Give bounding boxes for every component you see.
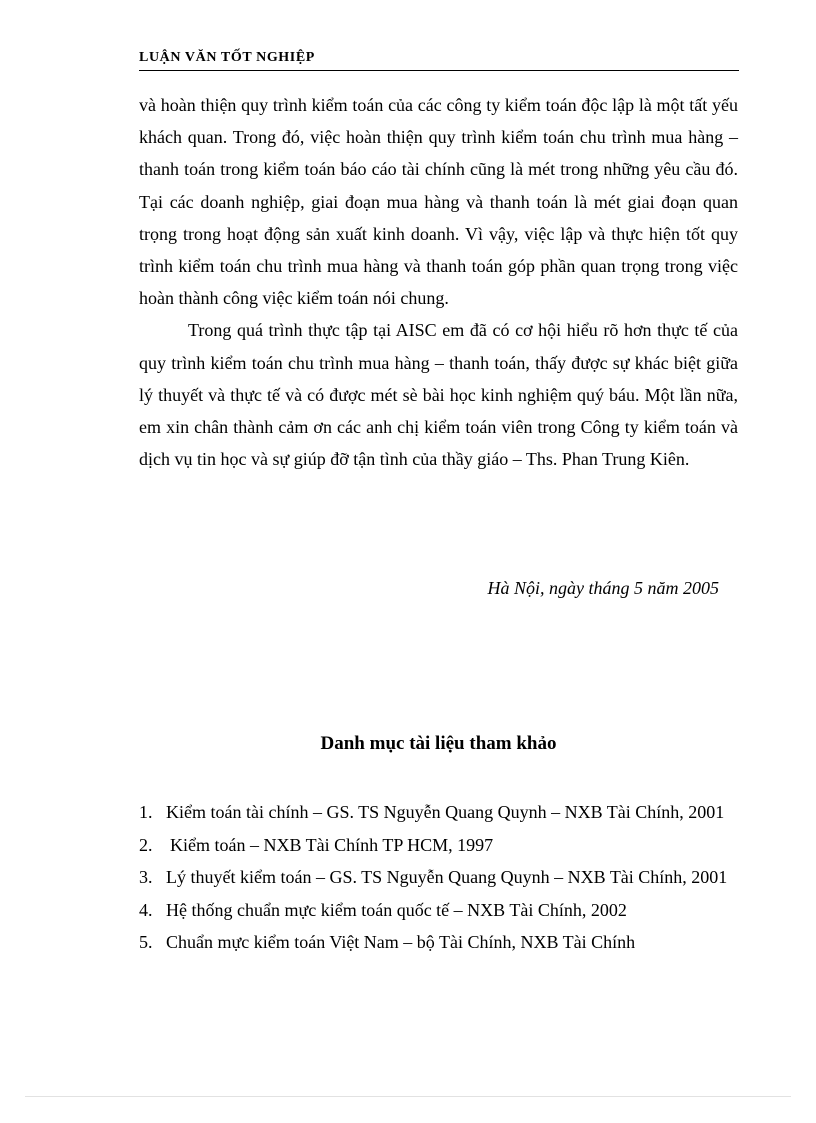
body-paragraph: Trong quá trình thực tập tại AISC em đã có cơ hội hiểu rõ hơn thực tế của quy trình kiểm toán chu trình mua hàng – thanh toán, thấy được sự khác biệt giữa lý thuyết và thực tế và có được mét sè bài học kinh nghiệm quý báu. Một lần nữa, em xin chân thành cảm ơn các anh chị kiểm toán viên trong Công ty kiểm toán và dịch vụ tin học và sự giúp đỡ tận tình của thầy giáo – Ths. Phan Trung Kiên.	[139, 320, 738, 470]
references-title: Danh mục tài liệu tham khảo	[320, 733, 557, 754]
reference-number: 1.	[139, 802, 153, 822]
reference-text: Chuẩn mực kiểm toán Việt Nam – bộ Tài Chính, NXB Tài Chính	[166, 932, 636, 952]
page-header	[139, 48, 739, 71]
header-title: LUẬN VĂN TỐT NGHIỆP	[139, 50, 315, 65]
reference-number: 4.	[139, 899, 153, 920]
reference-text: Lý thuyết kiểm toán – GS. TS Nguyễn Quang Quynh – NXB Tài Chính, 2001	[166, 867, 728, 887]
reference-item	[139, 861, 738, 894]
reference-item	[139, 926, 738, 959]
reference-number: 3.	[139, 867, 153, 887]
body-paragraph: và hoàn thiện quy trình kiểm toán của các công ty kiểm toán độc lập là một tất yếu khách quan. Trong đó, việc hoàn thiện quy trình kiểm toán chu trình mua hàng – thanh toán trong kiểm toán báo cáo tài chính cũng là mét trong những yêu cầu đó. Tại các doanh nghiệp, giai đoạn mua hàng và thanh toán là mét giai đoạn quan trọng trong hoạt động sản xuất kinh doanh. Vì vậy, việc lập và thực hiện tốt quy trình kiểm toán chu trình mua hàng và thanh toán góp phần quan trọng trong việc hoàn thành công việc kiểm toán nói chung.	[139, 95, 738, 309]
reference-text: Kiểm toán – NXB Tài Chính TP HCM, 1997	[170, 834, 494, 855]
reference-item	[139, 894, 738, 927]
reference-text: Hệ thống chuẩn mực kiểm toán quốc tế – NXB Tài Chính, 2002	[166, 899, 627, 920]
body-text	[139, 89, 738, 475]
reference-text: Kiểm toán tài chính – GS. TS Nguyễn Quang Quynh – NXB Tài Chính, 2001	[166, 802, 725, 822]
reference-number: 2.	[139, 834, 153, 855]
page-bottom-divider	[25, 1096, 791, 1097]
reference-number: 5.	[139, 932, 153, 952]
date-signature: Hà Nội, ngày tháng 5 năm 2005	[487, 578, 719, 598]
reference-item	[139, 829, 738, 862]
reference-item	[139, 796, 738, 829]
references-list	[139, 796, 738, 959]
